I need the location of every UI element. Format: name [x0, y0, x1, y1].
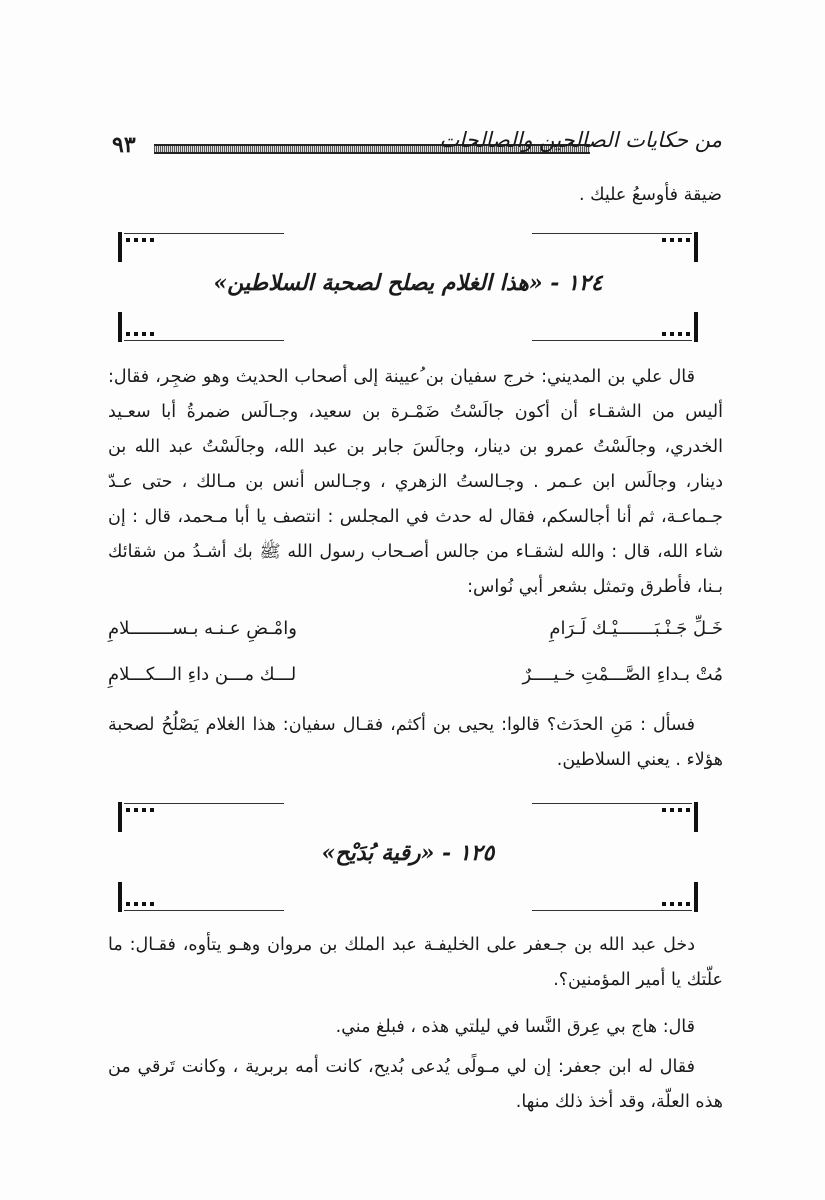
ornament-corner-bottom-left [118, 882, 288, 912]
section-124-conclusion-text: فسأل : مَنِ الحدَث؟ قالوا: يحيى بن أكثم، فقـال سفيان: هذا الغلام يَصْلُحُ لصحبة هؤلاء . يعني السلاطين. [108, 715, 723, 770]
carryover-line: ضيقة فأوسعُ عليك . [578, 185, 722, 205]
ornament-corner-top-left [118, 802, 288, 832]
carryover-text [112, 178, 722, 213]
section-124-paragraph-text: قال علي بن المديني: خرج سفيان بن ُعيينة إلى أصحاب الحديث وهو ضجِر، فقال: أليس من الشقـاء أن أكون جالَسْتُ ضَمْـرة بن سعيد، وجـالَس ضمرةُ أبا سعـيد الخدري، وجالَسْتُ عمرو بن دينار، وجالَسَ جابر بن عبد الله، وجالَسْتُ عبد الله بن دينار، وجالَس ابن عـمر . وجـالستُ الزهري ، وجـالس أنس بن مـالك ، حتى عـدّ جـماعـة، ثم أنا أجالسكم، فقال له حدث في المجلس : انتصف يا أبا مـحمد، قال : إن شاء الله، قال : والله لشقـاء من جالس أصـحاب رسول الله ﷺ بك أشـدُ من شقائك بـنا، فأطرق وتمثل بشعر أبي نُواس: [108, 367, 723, 597]
poem-verse-2 [108, 656, 723, 702]
section-125-paragraph-3 [108, 1050, 723, 1120]
ornament-corner-top-right [528, 232, 698, 262]
section-125-paragraph-2-text: قال: هاج بي عِرق النَّسا في ليلتي هذه ، فبلغ مني. [335, 1017, 695, 1037]
section-125-paragraph-3-text: فقال له ابن جعفر: إن لي مـولًى يُدعى بُديح، كانت أمه بربرية ، وكانت تَرقي من هذه العلّة، وقد أخذ ذلك منها. [108, 1057, 723, 1112]
running-title: من حكايات الصالحين والصالحات [439, 128, 722, 152]
ornament-corner-top-left [118, 232, 288, 262]
page-header [112, 128, 722, 164]
section-124-paragraph [108, 360, 723, 605]
section-125-frame [118, 802, 698, 912]
section-125-title: ١٢٥ - «رقية بُدَيْح» [321, 840, 495, 866]
ornament-corner-bottom-left [118, 312, 288, 342]
page-number: ٩٣ [112, 132, 136, 158]
ornament-corner-bottom-right [528, 882, 698, 912]
ornament-corner-bottom-right [528, 312, 698, 342]
verse-2-first-hemistich: مُتْ بـداءِ الصَّـــمْتِ خـيــــرٌ [522, 664, 723, 685]
verse-1-first-hemistich: خَـلِّ جَـنْـبَـــــــيْـك لَـرَامِ [549, 618, 723, 639]
section-124-frame [118, 232, 698, 342]
section-124-title: ١٢٤ - «هذا الغلام يصلح لصحبة السلاطين» [213, 270, 603, 296]
section-125-paragraph-1 [108, 928, 723, 998]
ornament-corner-top-right [528, 802, 698, 832]
verse-1-second-hemistich: وامْـضِ عـنـه بـســــــــلامِ [108, 618, 297, 639]
section-124-conclusion [108, 708, 723, 778]
section-125-paragraph-1-text: دخل عبد الله بن جـعفر على الخليفـة عبد الملك بن مروان وهـو يتأوه، فقـال: ما علّتك يا أمير المؤمنين؟. [108, 935, 723, 990]
poem [108, 610, 723, 702]
section-125-paragraph-2 [108, 1010, 723, 1045]
poem-verse-1 [108, 610, 723, 656]
verse-2-second-hemistich: لـــك مـــن داءِ الـــكـــلامِ [108, 664, 297, 685]
